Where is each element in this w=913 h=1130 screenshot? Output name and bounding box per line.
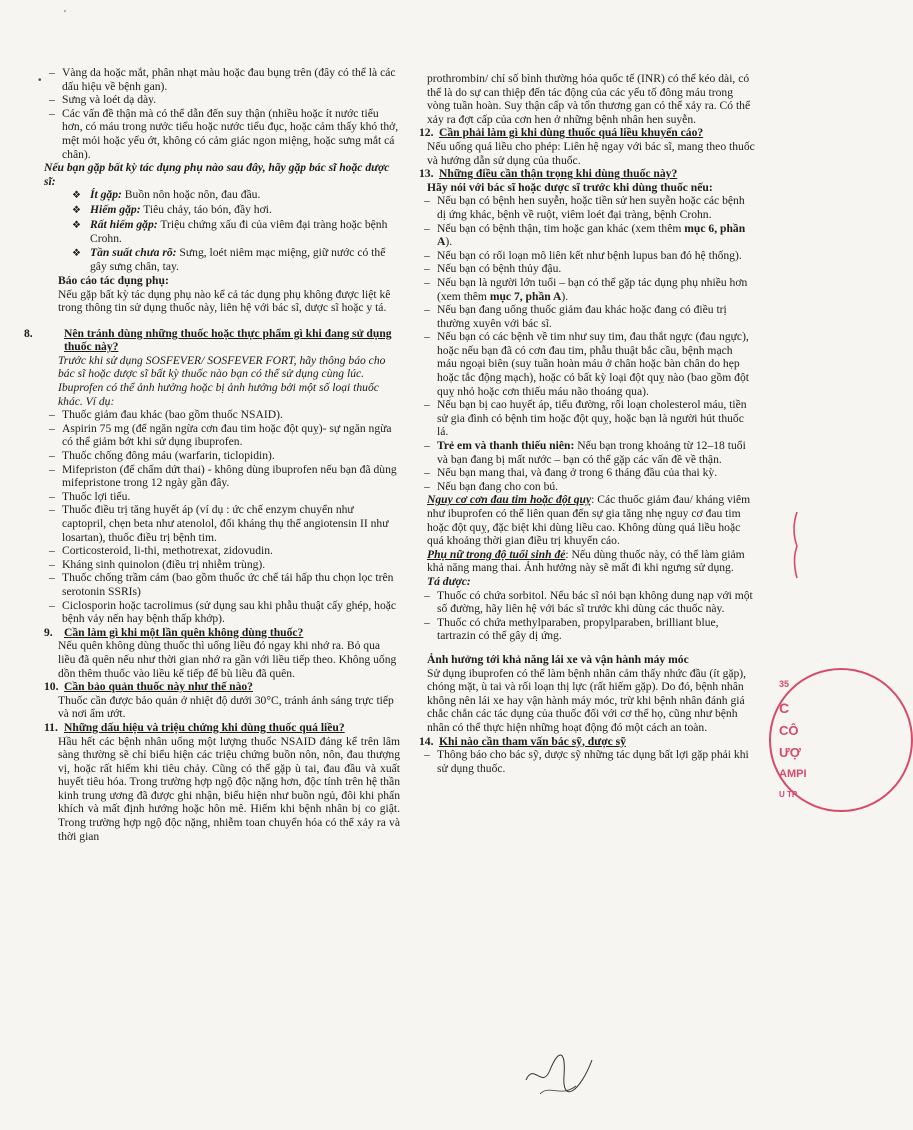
- list-item: – Nếu bạn có bệnh thủy đậu.: [419, 262, 755, 276]
- list-item: – Thuốc có chứa sorbitol. Nếu bác sĩ nói bạn không dung nạp với một số đường, hãy liên hệ với bác sĩ trước khi dùng các thuốc này.: [419, 589, 755, 616]
- list-item: – Nếu bạn có bệnh hen suyễn, hoặc tiền sử hen suyễn hoặc các bệnh dị ứng khác, bệnh về ruột, viêm loét đại tràng, bệnh Crohn.: [419, 194, 755, 221]
- section-8-intro: Trước khi sử dụng SOSFEVER/ SOSFEVER FORT, hãy thông báo cho bác sĩ hoặc dược sĩ bất kỳ thuốc nào bạn có thể sử dụng cùng lúc. Ibuprofen có thể ảnh hưởng hoặc bị ảnh hưởng bởi một số loại thuốc khác. Ví dụ:: [58, 353, 386, 408]
- section-9-text: Nếu quên không dùng thuốc thì uống liều đó ngay khi nhớ ra. Bỏ qua liều đã quên nếu như thời gian nhớ ra gần với liều tiếp theo. Không uống dồn thêm thuốc vào liều kế tiếp để bù liều đã quên.: [58, 639, 397, 680]
- section-13-subheading: Hãy nói với bác sĩ hoặc dược sĩ trước khi dùng thuốc nếu:: [427, 180, 713, 194]
- section-10-heading: 10. Cần bảo quản thuốc này như thế nào?: [44, 680, 253, 694]
- list-item: – Nếu bạn là người lớn tuổi – bạn có thể gặp tác dụng phụ nhiều hơn (xem thêm mục 7, phần A).: [419, 276, 755, 303]
- list-item: – Nếu bạn mang thai, và đang ở trong 6 tháng đầu của thai kỳ.: [419, 466, 755, 480]
- fertility-paragraph: Phụ nữ trong độ tuổi sinh đẻ: Nếu dùng thuốc này, có thể làm giảm khả năng mang thai. Ảnh hưởng này sẽ mất đi khi ngưng sử dụng.: [427, 547, 745, 575]
- side-effect-item: ❖ Hiếm gặp: Tiêu chảy, táo bón, đầy hơi.: [72, 202, 272, 216]
- side-effect-item: ❖ Tần suất chưa rõ: Sưng, loét niêm mạc miệng, giữ nước có thể gây sưng chân, tay.: [72, 245, 386, 274]
- list-item: – Kháng sinh quinolon (điều trị nhiễm trùng).: [44, 558, 400, 572]
- diamond-bullet-icon: ❖: [72, 247, 81, 259]
- side-effects-intro: Nếu bạn gặp bất kỳ tác dụng phụ nào sau đây, hãy gặp bác sĩ hoặc dược sĩ:: [44, 161, 390, 188]
- signature-scribble: [520, 1040, 600, 1100]
- section-11-heading: 11. Những dấu hiệu và triệu chứng khi dùng thuốc quá liều?: [44, 720, 345, 734]
- section-12-text: Nếu uống quá liều cho phép: Liên hệ ngay với bác sĩ, mang theo thuốc và hướng dẫn sử dụng của thuốc.: [427, 139, 755, 167]
- section-11-text: Hầu hết các bệnh nhân uống một lượng thuốc NSAID đáng kể trên lâm sàng thường sẽ chỉ biểu hiện các triệu chứng buồn nôn, nôn, đau thượng vị, hoặc rất hiếm khi tiêu chảy. Cũng có thể gặp ù tai, đau đầu và xuất huyết tiêu hóa. Trong trường hợp ngộ độc nặng hơn, độc tính trên hệ thần kinh trung ương đã được ghi nhận, biểu hiện như buồn ngủ, đôi khi phấn khích và mất định hướng hoặc hôn mê. Hiếm khi bệnh nhân bị co giật. Trong trường hợp ngộ độc nặng, nhiễm toan chuyển hóa có thể xảy ra và thời gian: [58, 734, 400, 843]
- list-item: – Nếu bạn đang cho con bú.: [419, 480, 755, 494]
- list-item: – Thông báo cho bác sỹ, dược sỹ những tác dụng bất lợi gặp phải khi sử dụng thuốc.: [419, 748, 755, 775]
- list-item: – Nếu bạn bị cao huyết áp, tiểu đường, rối loạn cholesterol máu, tiền sử gia đình có bệnh tim hoặc đột quỵ, hoặc bạn là người hút thuốc lá.: [419, 398, 755, 439]
- diamond-bullet-icon: ❖: [72, 219, 81, 231]
- list-item: – Corticosteroid, li-thi, methotrexat, zidovudin.: [44, 544, 400, 558]
- list-item: – Mifepriston (để chấm dứt thai) - không dùng ibuprofen nếu bạn đã dùng mifepristone trong 12 ngày gần đây.: [44, 463, 400, 490]
- left-column: [24, 66, 400, 843]
- margin-bullet: •: [38, 75, 42, 86]
- list-item: – Thuốc chống đông máu (warfarin, ticlopidin).: [44, 449, 400, 463]
- list-item: – Các vấn đề thận mà có thể dẫn đến suy thận (nhiều hoặc ít nước tiểu hơn, có máu trong nước tiểu hoặc nước tiểu đục, hoặc cảm thấy khó thở, mệt mỏi hoặc yếu ớt, không có cảm giác ngon miệng, hoặc sưng mắt cá chân).: [44, 107, 400, 161]
- list-item: – Thuốc điều trị tăng huyết áp (ví dụ : ức chế enzym chuyển như captopril, chẹn beta như atenolol, đối kháng thụ thể angiotensin II như losartan), thuốc điều trị bệnh tim.: [44, 503, 400, 544]
- red-edge-mark: [789, 510, 799, 580]
- company-stamp: 35 C CÔ ƯỢ AMPI U TP: [763, 668, 799, 818]
- list-item: – Nếu bạn đang uống thuốc giảm đau khác hoặc đang có điều trị thường xuyên với bác sĩ.: [419, 303, 755, 330]
- list-item: – Aspirin 75 mg (để ngăn ngừa cơn đau tim hoặc đột quỵ)- sự ngăn ngừa có thể giảm bớt khi sử dụng ibuprofen.: [44, 422, 400, 449]
- diamond-bullet-icon: ❖: [72, 190, 81, 202]
- report-text: Nếu gặp bất kỳ tác dụng phụ nào kể cả tác dụng phụ không được liệt kê trong thông tin sử dụng thuốc này, liên hệ với bác sĩ, dược sĩ hoặc y tá.: [58, 287, 391, 315]
- list-item: – Ciclosporin hoặc tacrolimus (sử dụng sau khi phẫu thuật cấy ghép, hoặc bệnh vảy nến hay bệnh thấp khớp).: [44, 599, 400, 626]
- side-effect-item: ❖ Ít gặp: Buồn nôn hoặc nôn, đau đầu.: [72, 188, 261, 202]
- section-11-continuation: prothrombin/ chỉ số bình thường hóa quốc tế (INR) có thể kéo dài, có thể là do sự can thiệp đến tác động của các yếu tố đông máu trong vòng tuần hoàn. Suy thận cấp và tổn thương gan có thể xảy ra. Có thể xảy ra đợt cấp của cơn hen ở những bệnh nhân hen suyễn.: [427, 72, 751, 126]
- driving-text: Sử dụng ibuprofen có thể làm bệnh nhân cảm thấy nhức đầu (ít gặp), chóng mặt, ù tai và rối loạn thị lực (rất hiếm gặp). Do đó, bệnh nhân không nên lái xe hay vận hành máy móc, trừ khi bệnh nhân đánh giá chắc chắn các tác dụng của thuốc đối với cơ thể họ, cũng như bệnh nhân có thể thực hiện những hoạt động đó một cách an toàn.: [427, 666, 747, 734]
- section-14-heading: 14. Khi nào cần tham vấn bác sỹ, dược sỹ: [419, 734, 626, 748]
- section-8-heading: 8. Nên tránh dùng những thuốc hoặc thực phẩm gì khi đang sử dụng thuốc này?: [24, 326, 392, 354]
- list-item: – Trẻ em và thanh thiếu niên: Nếu bạn trong khoảng từ 12–18 tuổi và bạn đang bị mất nước – bạn có thể gặp các vấn đề về thận.: [419, 439, 755, 466]
- driving-title: Ảnh hưởng tới khả năng lái xe và vận hành máy móc: [427, 652, 689, 666]
- list-item: – Thuốc có chứa methylparaben, propylparaben, brilliant blue, tartrazin có thể gây dị ứng.: [419, 616, 755, 643]
- list-item: – Nếu bạn có các bệnh về tim như suy tim, đau thắt ngực (đau ngực), hoặc nếu bạn đã có cơn đau tim, phẫu thuật bắc cầu, bệnh mạch máu ngoại biên (suy tuần hoàn máu ở chân hoặc bàn chân do hẹp hoặc tắc động mạch), hoặc có bất kỳ loại đột quỵ nào (bao gồm đột quỵ nhỏ hoặc cơn thiếu máu não thoáng qua).: [419, 330, 755, 398]
- margin-tick: ': [64, 9, 66, 20]
- list-item: – Vàng da hoặc mắt, phân nhạt màu hoặc đau bụng trên (đây có thể là các dấu hiệu về bệnh gan).: [44, 66, 400, 93]
- section-9-heading: 9. Cần làm gì khi một lần quên không dùng thuốc?: [44, 625, 304, 639]
- excipients-label: Tá dược:: [427, 574, 471, 588]
- heart-risk-paragraph: Nguy cơ cơn đau tim hoặc đột quỵ: Các thuốc giảm đau/ kháng viêm như ibuprofen có thể liên quan đến sự gia tăng nhẹ nguy cơ đau tim hoặc đột quỵ, đặc biệt khi dùng liều cao. Không dùng quá liều hoặc quá khoảng thời gian điều trị khuyến cáo.: [427, 493, 751, 548]
- list-item: – Nếu bạn có rối loạn mô liên kết như bệnh lupus ban đỏ hệ thống).: [419, 249, 755, 263]
- list-item: – Sưng và loét dạ dày.: [44, 93, 400, 107]
- section-12-heading: 12. Cần phải làm gì khi dùng thuốc quá liều khuyến cáo?: [419, 126, 704, 140]
- side-effect-item: ❖ Rất hiếm gặp: Triệu chứng xấu đi của viêm đại tràng hoặc bệnh Crohn.: [72, 217, 388, 246]
- section-13-heading: 13. Những điều cần thận trọng khi dùng thuốc này?: [419, 167, 678, 181]
- list-item: – Thuốc lợi tiểu.: [44, 490, 400, 504]
- report-title: Báo cáo tác dụng phụ:: [58, 273, 169, 287]
- list-item: – Thuốc chống trầm cảm (bao gồm thuốc ức chế tái hấp thu chọn lọc trên serotonin SSRIs): [44, 571, 400, 598]
- diamond-bullet-icon: ❖: [72, 204, 81, 216]
- right-column: [419, 72, 755, 775]
- list-item: – Nếu bạn có bệnh thận, tim hoặc gan khác (xem thêm mục 6, phần A).: [419, 222, 755, 249]
- list-item: – Thuốc giảm đau khác (bao gồm thuốc NSAID).: [44, 408, 400, 422]
- section-10-text: Thuốc cần được bảo quản ở nhiệt độ dưới 30°C, tránh ánh sáng trực tiếp và nơi ẩm ướt.: [58, 693, 394, 721]
